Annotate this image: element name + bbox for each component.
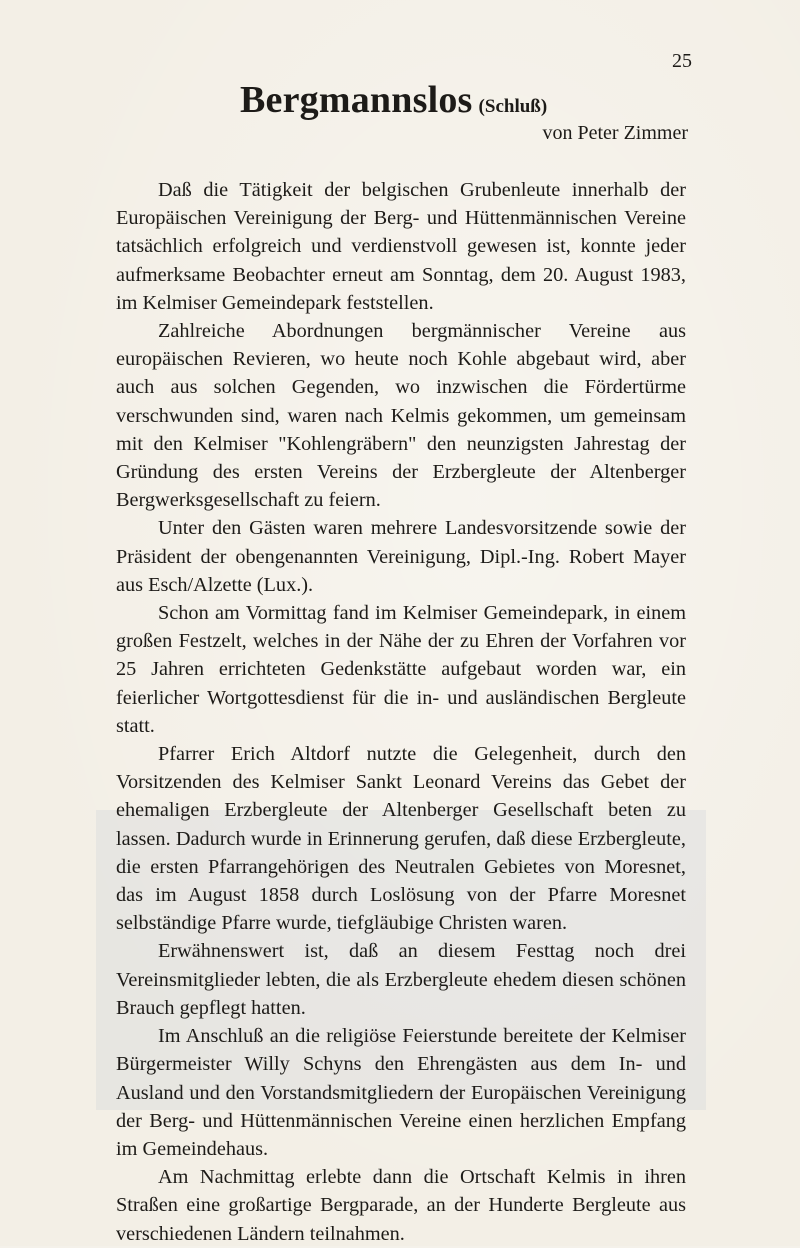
paragraph: Erwähnenswert ist, daß an diesem Festtag noch drei Vereinsmitglieder lebten, die als Erzbergleute ehedem diesen schönen Brauch gepflegt hatten.	[116, 940, 686, 1019]
article-subtitle: (Schluß)	[478, 96, 548, 117]
page-number: 25	[672, 50, 692, 72]
article-body	[116, 176, 686, 1248]
article-title: Bergmannslos	[240, 79, 473, 121]
article-heading	[240, 78, 547, 122]
paragraph: Am Nachmittag erlebte dann die Ortschaft Kelmis in ihren Straßen eine großartige Bergparade, an der Hunderte Bergleute aus verschiedenen Ländern teilnahmen.	[116, 1166, 686, 1245]
paragraph: Zahlreiche Abordnungen bergmännischer Vereine aus europäischen Revieren, wo heute noch Kohle abgebaut wird, aber auch aus solchen Gegenden, wo inzwischen die Fördertürme verschwunden sind, waren nach Kelmis gekommen, um gemeinsam mit den Kelmiser "Kohlengräbern" den neunzigsten Jahrestag der Gründung des ersten Vereins der Erzbergleute der Altenberger Bergwerksgesellschaft zu feiern.	[116, 320, 686, 512]
paragraph: Pfarrer Erich Altdorf nutzte die Gelegenheit, durch den Vorsitzenden des Kelmiser Sankt Leonard Vereins das Gebet der ehemaligen Erzbergleute der Altenberger Gesellschaft beten zu lassen. Dadurch wurde in Erinnerung gerufen, daß diese Erzbergleute, die ersten Pfarrangehörigen des Neutralen Gebietes von Moresnet, das im August 1858 durch Loslösung von der Pfarre Moresnet selbständige Pfarre wurde, tiefgläubige Christen waren.	[116, 743, 686, 935]
article-author: von Peter Zimmer	[542, 122, 688, 144]
paragraph: Schon am Vormittag fand im Kelmiser Gemeindepark, in einem großen Festzelt, welches in der Nähe der zu Ehren der Vorfahren vor 25 Jahren errichteten Gedenkstätte aufgebaut worden war, ein feierlicher Wortgottesdienst für die in- und ausländischen Bergleute statt.	[116, 602, 686, 737]
paragraph: Daß die Tätigkeit der belgischen Grubenleute innerhalb der Europäischen Vereinigung der Berg- und Hüttenmännischen Vereine tatsächlich erfolgreich und verdienstvoll gewesen ist, konnte jeder aufmerksame Beobachter erneut am Sonntag, dem 20. August 1983, im Kelmiser Gemeindepark feststellen.	[116, 179, 686, 314]
paragraph: Im Anschluß an die religiöse Feierstunde bereitete der Kelmiser Bürgermeister Willy Schyns den Ehrengästen aus dem In- und Ausland und den Vorstandsmitgliedern der Europäischen Vereinigung der Berg- und Hüttenmännischen Vereine einen herzlichen Empfang im Gemeindehaus.	[116, 1025, 686, 1160]
paragraph: Unter den Gästen waren mehrere Landesvorsitzende sowie der Präsident der obengenannten Vereinigung, Dipl.-Ing. Robert Mayer aus Esch/Alzette (Lux.).	[116, 517, 686, 596]
